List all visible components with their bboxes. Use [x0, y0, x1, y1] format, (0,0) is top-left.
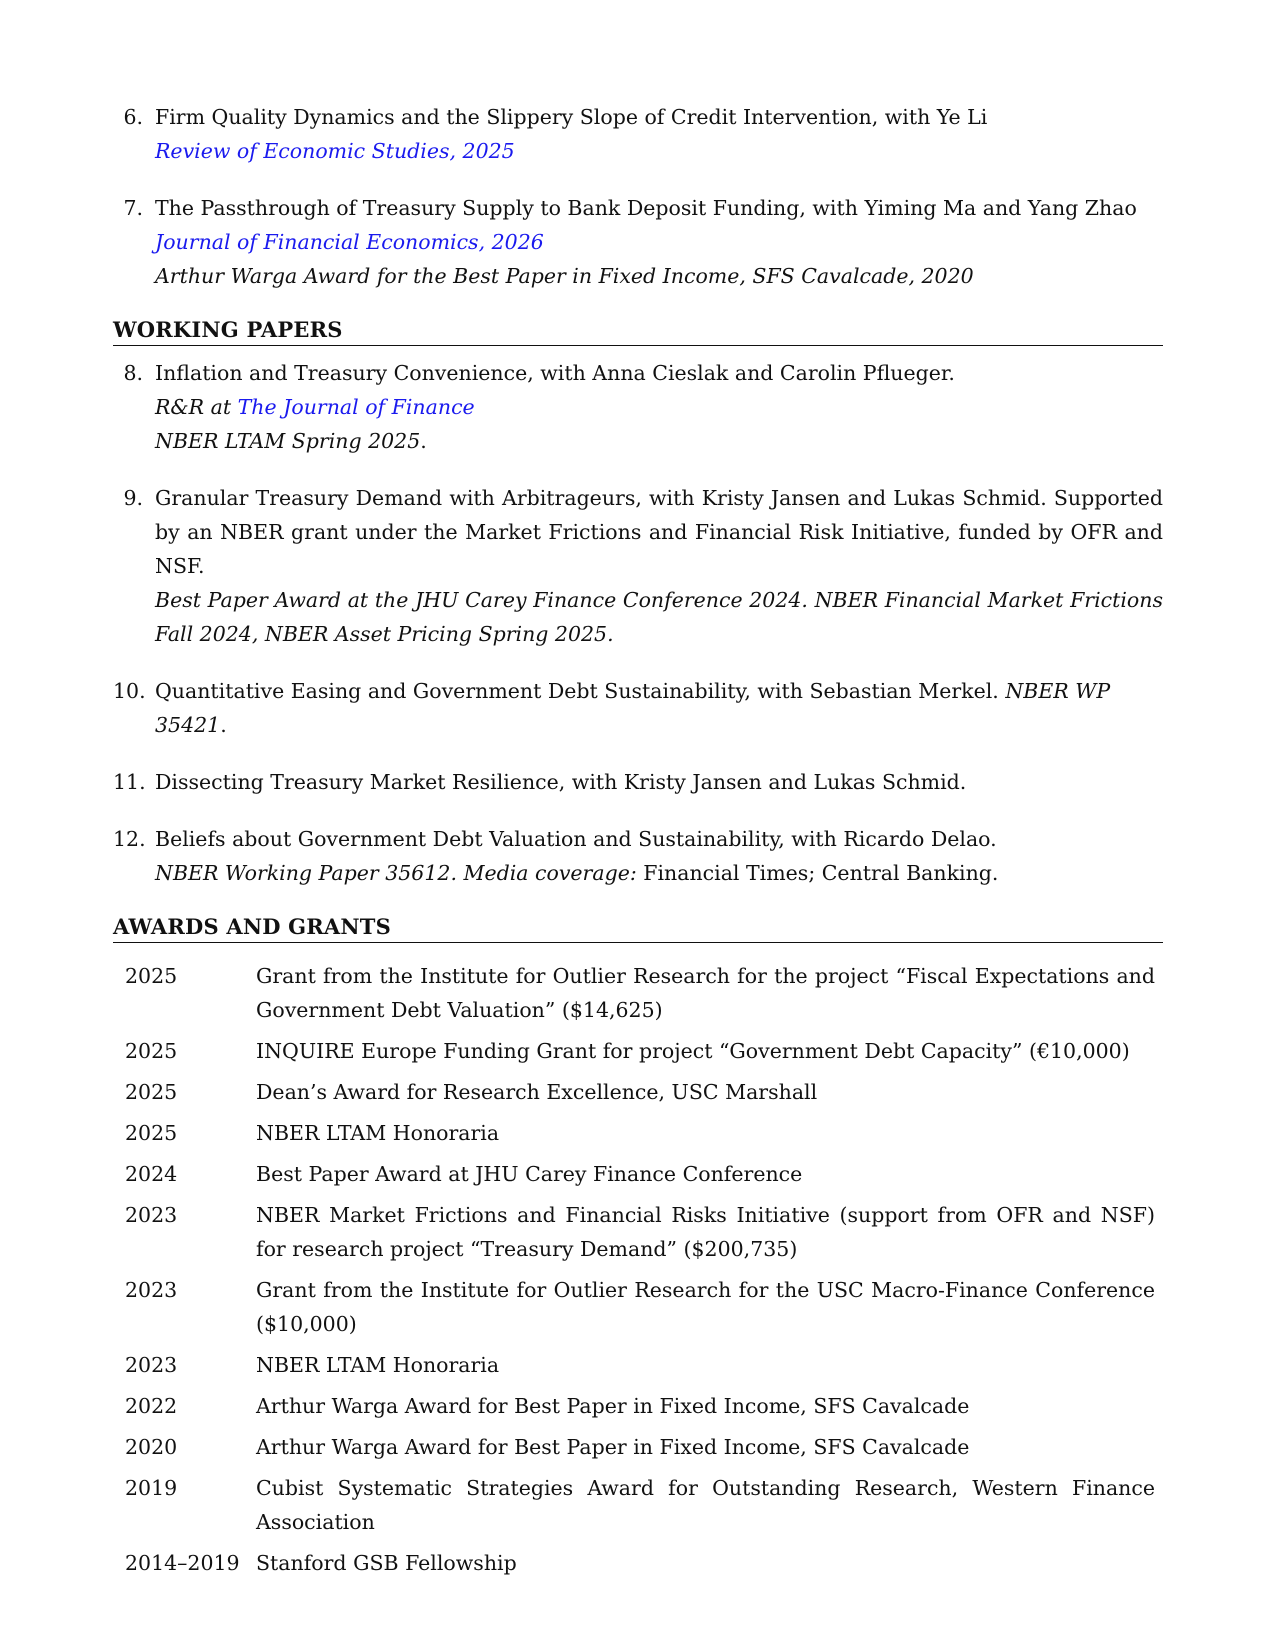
section-heading-working-papers: WORKING PAPERS	[113, 316, 1163, 346]
paper-note	[155, 856, 1163, 890]
paper-title: Beliefs about Government Debt Valuation and Sustainability, with Ricardo Delao.	[155, 827, 997, 851]
item-number: 7.	[123, 196, 143, 220]
paper-status	[155, 390, 1163, 424]
section-heading-awards: AWARDS AND GRANTS	[113, 913, 1163, 943]
note-text: NBER LTAM Spring 2025	[155, 429, 421, 453]
journal-link[interactable]: Review of Economic Studies, 2025	[155, 139, 515, 163]
working-paper-item	[113, 822, 1163, 890]
note-end: .	[220, 713, 227, 737]
award-description: Cubist Systematic Strategies Award for Outstanding Research, Western Finance Association	[256, 1476, 1155, 1534]
award-year: 2025	[125, 1039, 178, 1063]
award-description: Arthur Warga Award for Best Paper in Fixed Income, SFS Cavalcade	[256, 1435, 970, 1459]
award-row	[113, 1273, 1163, 1341]
paper-note	[155, 424, 1163, 458]
award-row	[113, 1348, 1163, 1382]
media-coverage: Financial Times; Central Banking.	[636, 861, 999, 885]
award-row	[113, 1430, 1163, 1464]
award-description: Arthur Warga Award for Best Paper in Fixed Income, SFS Cavalcade	[256, 1394, 970, 1418]
award-description: Best Paper Award at JHU Carey Finance Conference	[256, 1162, 803, 1186]
item-number: 10.	[113, 679, 146, 703]
paper-title: The Passthrough of Treasury Supply to Bank Deposit Funding, with Yiming Ma and Yang Zhao	[155, 196, 1137, 220]
item-number: 9.	[123, 486, 143, 510]
award-year: 2023	[125, 1353, 178, 1377]
award-row	[113, 1389, 1163, 1423]
award-row	[113, 1034, 1163, 1068]
paper-title: Granular Treasury Demand with Arbitrageurs, with Kristy Jansen and Lukas Schmid. Supported by an NBER grant under the Market Frictions and Financial Risk Initiative, funded by OFR and NSF.	[155, 486, 1163, 578]
award-year: 2023	[125, 1278, 178, 1302]
paper-title: Dissecting Treasury Market Resilience, with Kristy Jansen and Lukas Schmid.	[155, 770, 967, 794]
award-description: NBER Market Frictions and Financial Risks Initiative (support from OFR and NSF) for research project “Treasury Demand” ($200,735)	[256, 1203, 1155, 1261]
award-description: Grant from the Institute for Outlier Research for the USC Macro-Finance Conference ($10,000)	[256, 1278, 1155, 1336]
item-number: 12.	[113, 827, 146, 851]
award-row	[113, 1198, 1163, 1266]
award-description: Grant from the Institute for Outlier Research for the project “Fiscal Expectations and Government Debt Valuation” ($14,625)	[256, 964, 1155, 1022]
status-prefix: R&R at	[155, 395, 238, 419]
awards-list	[113, 959, 1163, 1580]
award-year: 2025	[125, 964, 178, 988]
paper-title: Inflation and Treasury Convenience, with Anna Cieslak and Carolin Pflueger.	[155, 361, 955, 385]
award-row	[113, 1546, 1163, 1580]
working-paper-item	[113, 674, 1163, 742]
award-year: 2023	[125, 1203, 178, 1227]
award-year: 2025	[125, 1080, 178, 1104]
award-row	[113, 959, 1163, 1027]
note-end: .	[420, 429, 427, 453]
award-description: NBER LTAM Honoraria	[256, 1121, 500, 1145]
award-year: 2019	[125, 1476, 178, 1500]
journal-link[interactable]: Journal of Financial Economics, 2026	[155, 230, 544, 254]
working-paper-item	[113, 356, 1163, 458]
paper-title: Quantitative Easing and Government Debt Sustainability, with Sebastian Merkel.	[155, 679, 999, 703]
award-row	[113, 1116, 1163, 1150]
paper-award: Arthur Warga Award for the Best Paper in Fixed Income, SFS Cavalcade, 2020	[155, 264, 974, 288]
award-row	[113, 1075, 1163, 1109]
award-row	[113, 1157, 1163, 1191]
working-paper-item	[113, 481, 1163, 651]
award-description: NBER LTAM Honoraria	[256, 1353, 500, 1377]
publication-item	[113, 191, 1163, 293]
paper-title: Firm Quality Dynamics and the Slippery Slope of Credit Intervention, with Ye Li	[155, 105, 988, 129]
note-text: NBER Working Paper 35612	[155, 861, 451, 885]
item-number: 8.	[123, 361, 143, 385]
item-number: 6.	[123, 105, 143, 129]
paper-note: NBER WP 35421	[155, 679, 1111, 737]
award-year: 2024	[125, 1162, 178, 1186]
award-year: 2014–2019	[125, 1551, 240, 1575]
paper-note: Best Paper Award at the JHU Carey Finance Conference 2024. NBER Financial Market Frictions Fall 2024, NBER Asset Pricing Spring 2025.	[155, 588, 1163, 646]
item-number: 11.	[113, 770, 146, 794]
award-description: INQUIRE Europe Funding Grant for project “Government Debt Capacity” (€10,000)	[256, 1039, 1130, 1063]
award-year: 2025	[125, 1121, 178, 1145]
media-label: . Media coverage:	[450, 861, 637, 885]
award-description: Dean’s Award for Research Excellence, USC Marshall	[256, 1080, 818, 1104]
working-paper-item	[113, 765, 1163, 799]
award-year: 2020	[125, 1435, 178, 1459]
award-row	[113, 1471, 1163, 1539]
publication-item	[113, 100, 1163, 168]
cv-page	[113, 100, 1163, 1587]
award-description: Stanford GSB Fellowship	[256, 1551, 517, 1575]
journal-link[interactable]: The Journal of Finance	[237, 395, 475, 419]
award-year: 2022	[125, 1394, 178, 1418]
